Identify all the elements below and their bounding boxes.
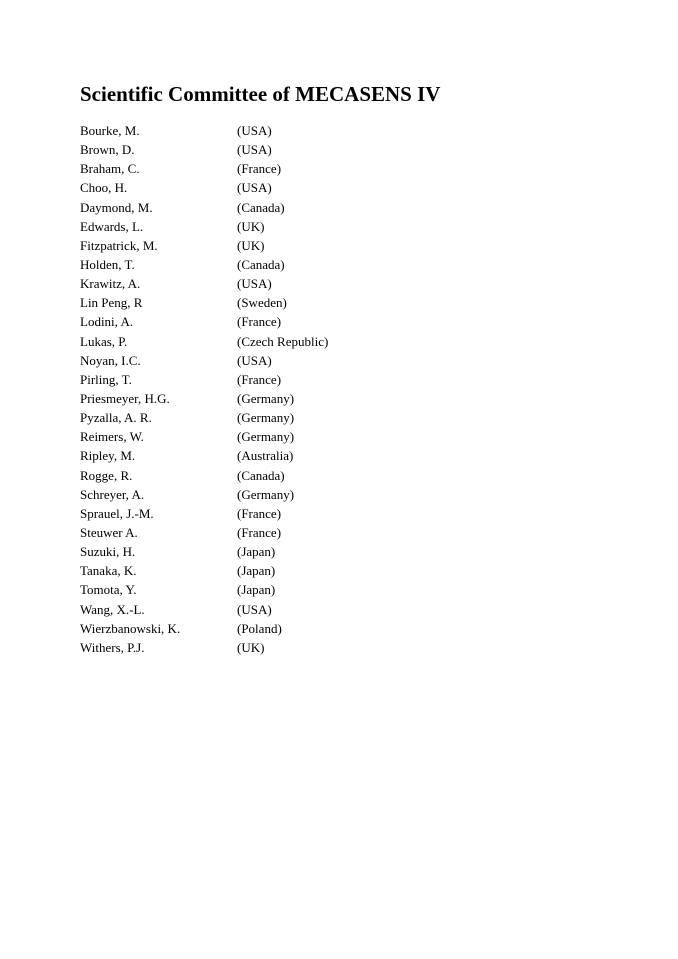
member-name: Tanaka, K. (80, 563, 137, 579)
member-country: (Czech Republic) (237, 333, 329, 349)
committee-member-row (80, 638, 380, 657)
committee-member-row (80, 332, 380, 351)
committee-member-row (80, 312, 380, 331)
member-country: (Poland) (237, 620, 282, 636)
member-country: (USA) (237, 123, 272, 138)
member-country: (Sweden) (237, 295, 287, 311)
member-country: (USA) (237, 352, 272, 368)
member-name: Withers, P.J. (80, 639, 145, 655)
member-name: Schreyer, A. (80, 486, 145, 502)
committee-member-row (80, 580, 380, 599)
committee-member-row (80, 561, 380, 580)
member-name: Wierzbanowski, K. (80, 620, 181, 636)
member-country: (Canada) (237, 256, 285, 272)
member-name: Pyzalla, A. R. (80, 410, 152, 426)
member-country: (USA) (237, 601, 272, 617)
member-name: Bourke, M. (80, 123, 140, 138)
member-country: (Germany) (237, 410, 295, 426)
committee-member-row (80, 523, 380, 542)
member-country: (USA) (237, 180, 272, 196)
committee-member-row (80, 427, 380, 446)
member-name: Priesmeyer, H.G. (80, 390, 170, 406)
member-country: (UK) (237, 237, 265, 253)
member-name: Braham, C. (80, 161, 140, 177)
committee-member-row (80, 446, 380, 465)
member-country: (France) (237, 524, 282, 540)
member-country: (Germany) (237, 429, 295, 445)
member-name: Suzuki, H. (80, 544, 136, 560)
committee-member-row (80, 140, 380, 159)
member-country: (Canada) (237, 199, 285, 215)
member-name: Choo, H. (80, 180, 128, 196)
committee-member-row (80, 600, 380, 619)
member-name: Pirling, T. (80, 371, 132, 387)
committee-member-row (80, 408, 380, 427)
member-country: (UK) (237, 639, 265, 655)
member-country: (Japan) (237, 563, 276, 579)
member-country: (Germany) (237, 486, 295, 502)
member-country: (Australia) (237, 448, 294, 464)
member-country: (USA) (237, 276, 272, 292)
member-name: Reimers, W. (80, 429, 144, 445)
committee-member-row (80, 389, 380, 408)
member-name: Noyan, I.C. (80, 352, 141, 368)
committee-member-row (80, 217, 380, 236)
committee-member-row (80, 504, 380, 523)
member-country: (France) (237, 505, 282, 521)
member-country: (Canada) (237, 467, 285, 483)
member-name: Rogge, R. (80, 467, 133, 483)
committee-member-row (80, 198, 380, 217)
committee-member-row (80, 159, 380, 178)
member-name: Lodini, A. (80, 314, 134, 330)
member-name: Krawitz, A. (80, 276, 141, 292)
committee-member-row (80, 121, 380, 140)
committee-member-row (80, 178, 380, 197)
committee-member-row (80, 351, 380, 370)
committee-member-list (80, 121, 380, 657)
committee-member-row (80, 293, 380, 312)
member-name: Lin Peng, R (80, 295, 143, 311)
member-country: (France) (237, 314, 282, 330)
member-name: Sprauel, J.-M. (80, 505, 154, 521)
committee-member-row (80, 274, 380, 293)
committee-member-row (80, 255, 380, 274)
member-name: Daymond, M. (80, 199, 153, 215)
committee-member-row (80, 619, 380, 638)
member-country: (France) (237, 371, 282, 387)
page-title: Scientific Committee of MECASENS IV (80, 82, 441, 106)
member-name: Ripley, M. (80, 448, 136, 464)
member-name: Wang, X.-L. (80, 601, 145, 617)
committee-member-row (80, 485, 380, 504)
member-name: Holden, T. (80, 256, 135, 272)
committee-member-row (80, 370, 380, 389)
member-country: (USA) (237, 142, 272, 158)
member-country: (Japan) (237, 582, 276, 598)
member-country: (France) (237, 161, 282, 177)
member-name: Lukas, P. (80, 333, 128, 349)
member-country: (UK) (237, 218, 265, 234)
committee-member-row (80, 236, 380, 255)
member-name: Tomota, Y. (80, 582, 137, 598)
member-name: Steuwer A. (80, 524, 138, 540)
member-name: Brown, D. (80, 142, 135, 158)
member-country: (Japan) (237, 544, 276, 560)
committee-member-row (80, 466, 380, 485)
committee-member-row (80, 542, 380, 561)
member-name: Fitzpatrick, M. (80, 237, 158, 253)
member-country: (Germany) (237, 390, 295, 406)
member-name: Edwards, L. (80, 218, 144, 234)
